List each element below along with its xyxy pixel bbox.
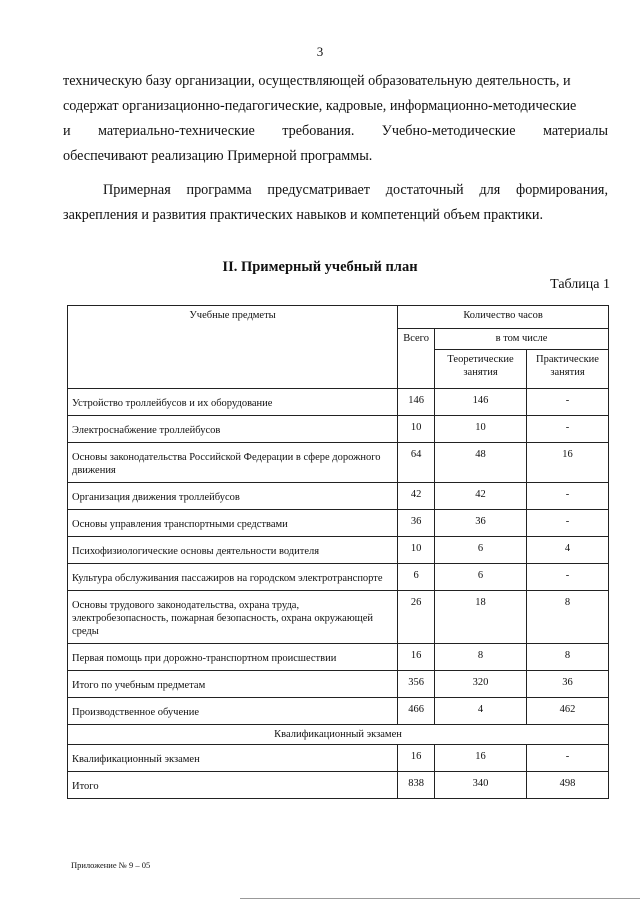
row-total: 10 xyxy=(398,537,435,564)
row-total: 42 xyxy=(398,483,435,510)
row-total: 6 xyxy=(398,564,435,591)
row-theory: 8 xyxy=(435,644,527,671)
row-practice: 498 xyxy=(527,772,609,799)
header-practice: Практические занятия xyxy=(527,350,609,389)
row-name: Первая помощь при дорожно-транспортном происшествии xyxy=(68,644,398,671)
footer-note: Приложение № 9 – 05 xyxy=(71,860,151,870)
table-row xyxy=(68,591,609,644)
row-practice: - xyxy=(527,483,609,510)
table-row xyxy=(68,745,609,772)
row-total: 146 xyxy=(398,389,435,416)
table-row xyxy=(68,772,609,799)
row-name: Культура обслуживания пассажиров на городском электротранспорте xyxy=(68,564,398,591)
paragraph-1-line-2: содержат организационно-педагогические, кадровые, информационно-методические xyxy=(63,98,577,114)
row-total: 36 xyxy=(398,510,435,537)
table-row xyxy=(68,537,609,564)
table-row xyxy=(68,510,609,537)
row-name: Электроснабжение троллейбусов xyxy=(68,416,398,443)
header-hours: Количество часов xyxy=(398,306,609,329)
table-row xyxy=(68,564,609,591)
table-row xyxy=(68,644,609,671)
row-name: Основы законодательства Российской Федерации в сфере дорожного движения xyxy=(68,443,398,483)
row-name: Основы трудового законодательства, охрана труда, электробезопасность, пожарная безопасность, охрана окружающей среды xyxy=(68,591,398,644)
table-row xyxy=(68,416,609,443)
row-name: Квалификационный экзамен xyxy=(68,745,398,772)
page-number: 3 xyxy=(316,44,324,59)
row-name: Психофизиологические основы деятельности водителя xyxy=(68,537,398,564)
row-theory: 36 xyxy=(435,510,527,537)
row-total: 10 xyxy=(398,416,435,443)
row-practice: - xyxy=(527,510,609,537)
row-practice: 16 xyxy=(527,443,609,483)
paragraph-1-line-3: и материально-технические требования. Учебно-методические материалы xyxy=(63,123,608,139)
row-total: 356 xyxy=(398,671,435,698)
row-theory: 146 xyxy=(435,389,527,416)
paragraph-1-line-1: техническую базу организации, осуществляющей образовательную деятельность, и xyxy=(63,73,571,89)
row-theory: 4 xyxy=(435,698,527,725)
header-theory: Теоретические занятия xyxy=(435,350,527,389)
table-caption: Таблица 1 xyxy=(550,277,610,292)
row-total: 64 xyxy=(398,443,435,483)
row-total: 26 xyxy=(398,591,435,644)
section-title: II. Примерный учебный план xyxy=(222,259,418,275)
row-name: Производственное обучение xyxy=(68,698,398,725)
row-practice: - xyxy=(527,745,609,772)
row-total: 16 xyxy=(398,745,435,772)
row-practice: - xyxy=(527,564,609,591)
row-theory: 340 xyxy=(435,772,527,799)
table-row xyxy=(68,443,609,483)
row-theory: 10 xyxy=(435,416,527,443)
row-theory: 42 xyxy=(435,483,527,510)
table-row xyxy=(68,698,609,725)
exam-section-header: Квалификационный экзамен xyxy=(68,725,609,745)
row-name: Организация движения троллейбусов xyxy=(68,483,398,510)
row-total: 838 xyxy=(398,772,435,799)
row-name: Устройство троллейбусов и их оборудование xyxy=(68,389,398,416)
row-name: Основы управления транспортными средствами xyxy=(68,510,398,537)
paragraph-2: Примерная программа предусматривает достаточный для формирования, закрепления и развития практических навыков и компетенций объем практики. xyxy=(63,182,608,223)
row-theory: 48 xyxy=(435,443,527,483)
row-theory: 18 xyxy=(435,591,527,644)
paragraph-1-line-4: обеспечивают реализацию Примерной программы. xyxy=(63,148,373,164)
header-including: в том числе xyxy=(435,329,609,350)
row-theory: 16 xyxy=(435,745,527,772)
row-practice: 4 xyxy=(527,537,609,564)
row-practice: 8 xyxy=(527,591,609,644)
row-theory: 6 xyxy=(435,564,527,591)
row-practice: 462 xyxy=(527,698,609,725)
row-practice: 8 xyxy=(527,644,609,671)
header-total: Всего xyxy=(398,329,435,389)
divider xyxy=(240,898,640,899)
row-theory: 320 xyxy=(435,671,527,698)
table-row xyxy=(68,389,609,416)
table-row xyxy=(68,483,609,510)
row-total: 466 xyxy=(398,698,435,725)
row-practice: - xyxy=(527,389,609,416)
row-practice: - xyxy=(527,416,609,443)
row-name: Итого по учебным предметам xyxy=(68,671,398,698)
table-row xyxy=(68,671,609,698)
row-name: Итого xyxy=(68,772,398,799)
row-theory: 6 xyxy=(435,537,527,564)
row-practice: 36 xyxy=(527,671,609,698)
row-total: 16 xyxy=(398,644,435,671)
header-subjects: Учебные предметы xyxy=(68,306,398,389)
curriculum-table xyxy=(67,305,609,799)
paragraph-1 xyxy=(63,69,608,169)
